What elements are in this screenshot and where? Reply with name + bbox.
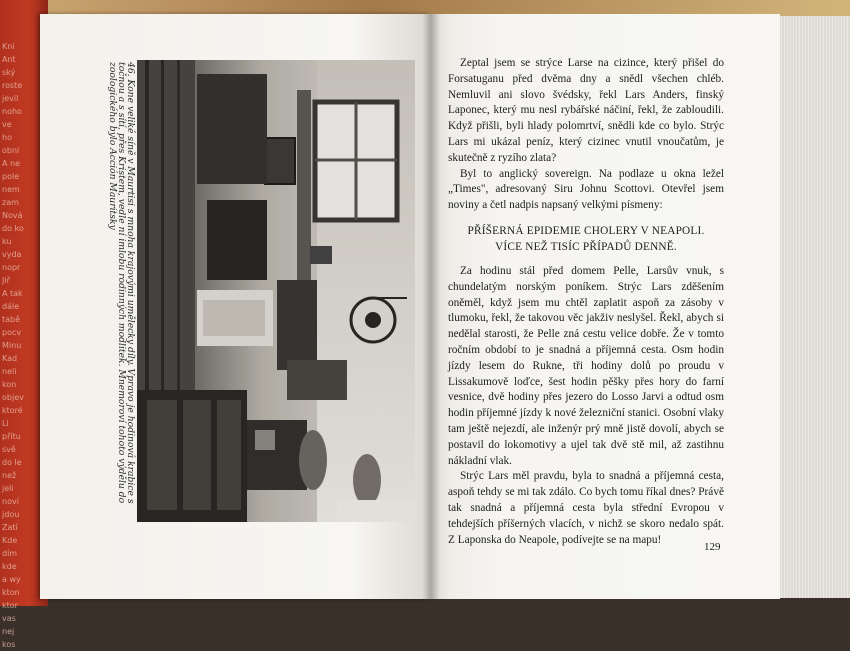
photo-caption-column [107, 62, 136, 522]
newspaper-headline [448, 223, 724, 255]
back-cover-print: Kni Ant ský roste jevil noho ve ho obni A ne pole nem zam Nová do ko ku vyda nopr Jiř A tak dále tabě pocv Minu Kad neli kon objev ktoré Li přítu svě do le než jeli noví jdou Zatí Kde dím kde a wy kton ktor vas nej kos [2, 42, 24, 649]
page-number: 129 [704, 541, 721, 553]
main-text-column [448, 56, 724, 548]
photo-illustration [137, 60, 415, 522]
page-block-edges [780, 16, 850, 598]
photo-caption: 46. Kone veliké síně v Maurtisi s mnoha krajovými umělecky díly. Vpravo je hodinová krabice s točnou a s sítí, přes Kristem, vedle ní imlobu rodinných modlitek. Mnemoroví tohoto výdělu do zoologického bylo Acción Mauritsky [107, 62, 136, 504]
book-gutter-shadow [422, 14, 440, 599]
paragraph: Byl to anglický sovereign. Na podlaze u okna ležel „Times", adresovaný Siru Johnu Scottovi. Otevřel jsem noviny a četl nadpis napsaný velkými písmeny: [448, 167, 724, 212]
paragraph: Za hodinu stál před domem Pelle, Larsův vnuk, s chundelatým norským poníkem. Strýc Lars zděšením oněměl, když jsem mu chtěl zaplatit aspoň za zásoby v tlumoku, řekl, že takovou věc jakživ neslyšel. Řekl, abych si nedělal starosti, že Pelle zná cestu velice dobře. Že v tomto ročním období to je snadná a příjemná cesta. Osm hodin jízdy lesem do Rukne, tři hodiny dolů po proudu v Lissakumově loďce, šest hodin pěšky přes hory do farní vesnice, dvě hodiny přes jezero do Losso Jarvi a odtud osm hodin příjemné jízdy k nové železniční stanici. Osobní vlaky tam ještě nejezdí, ale inženýr prý mně jistě dovolí, abych se postavil do lokomotivy a ujel tak dvě stě mil, až zastihnu nákladní vlak. [448, 264, 724, 467]
paragraph: Zeptal jsem se strýce Larse na cizince, který přišel do Forsatuganu před dvěma dny a snědl všechen chléb. Nemluvil ani slovo švédsky, řekl Lars Anders, finský Laponec, který mu nesl rybářské náčiní, řekl, že zabloudili. Když přišli, byli hlady polomrtví, snědli kde co bylo. Strýc Lars mi ukázal peníz, který cizinec vnutil vnoučatům, je skutečně z ryzího zlata? [448, 57, 724, 164]
paragraph: Strýc Lars měl pravdu, byla to snadná a příjemná cesta, aspoň tehdy se mi tak zdálo. Co bych tomu říkal dnes? Právě tak snadná a příjemná cesta byla střední Evropou v tehdejších příšerných vlacích, v nichž se skoro nedalo spát. Z Laponska do Neapole, podívejte se na mapu! [448, 470, 724, 546]
headline-line-2: VÍCE NEŽ TISÍC PŘÍPADŮ DENNĚ. [495, 240, 677, 253]
headline-line-1: PŘÍŠERNÁ EPIDEMIE CHOLERY V NEAPOLI. [467, 224, 705, 237]
interior-photograph [137, 60, 415, 522]
